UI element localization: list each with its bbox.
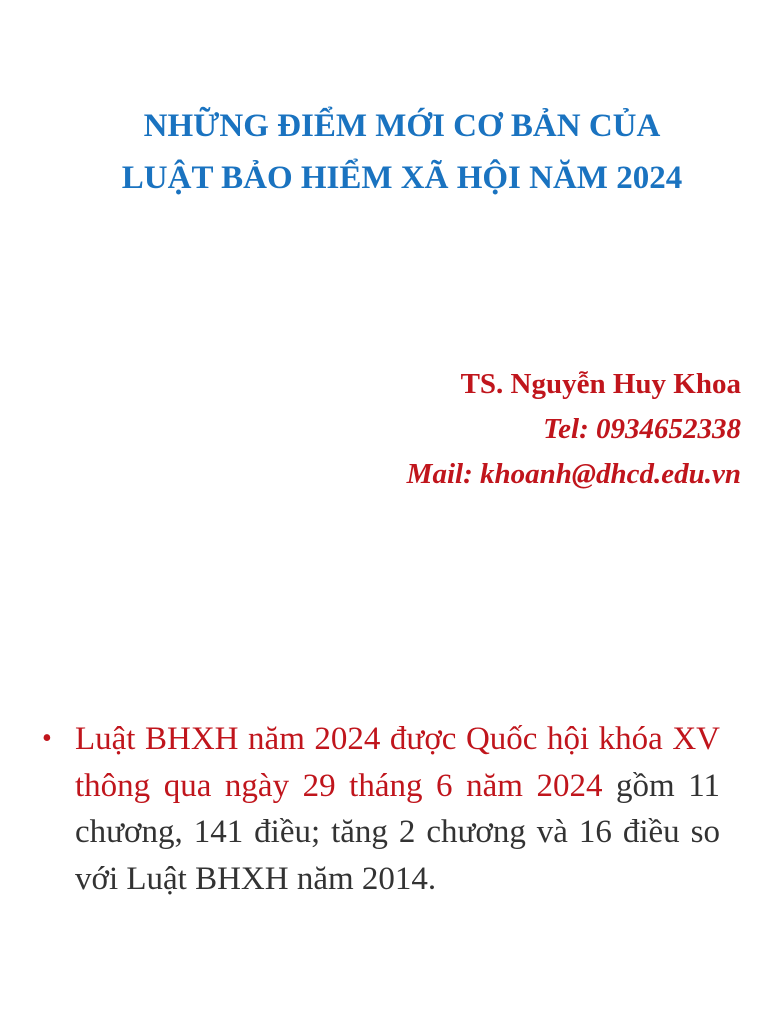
bullet-item [42,716,720,902]
slide-title-line-1: NHỮNG ĐIỂM MỚI CƠ BẢN CỦA [143,108,661,144]
author-tel: Tel: 0934652338 [543,413,741,445]
bullet-icon: • [42,723,52,754]
bullet-highlight-text: Luật BHXH năm 2024 được Quốc hội khóa XV thông qua ngày 29 tháng 6 năm 2024 [75,721,720,804]
slide-title-line-2: LUẬT BẢO HIỂM XÃ HỘI NĂM 2024 [121,160,683,196]
bullet-list [42,716,720,902]
author-info [407,362,741,497]
slide-title [0,100,768,204]
author-name: TS. Nguyễn Huy Khoa [460,368,741,400]
author-mail: Mail: khoanh@dhcd.edu.vn [406,458,741,490]
bullet-body-text: gồm 11 chương, 141 điều; tăng 2 chương và 16 điều so với Luật BHXH năm 2014. [75,767,720,897]
